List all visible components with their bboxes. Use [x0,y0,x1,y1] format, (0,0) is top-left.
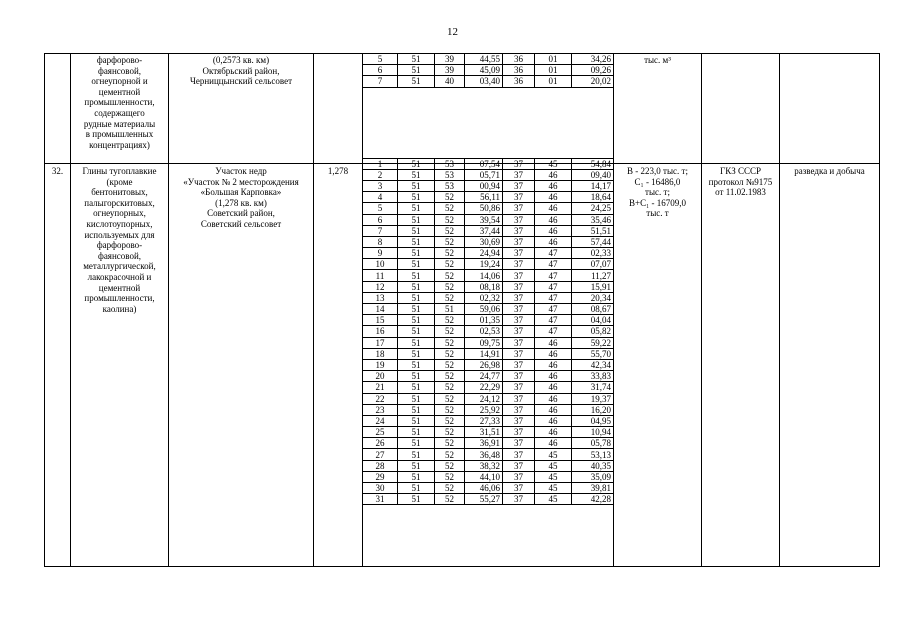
lat-degrees-cell: 51 [398,427,435,438]
lat-minutes-cell: 52 [435,203,465,214]
lon-degrees-cell: 36 [503,65,535,76]
lat-degrees-cell: 51 [398,169,435,180]
table-row [363,483,614,494]
table-row [363,404,614,415]
lon-seconds-cell: 18,64 [572,192,614,203]
point-number-cell: 26 [363,438,398,449]
table-row [363,393,614,404]
point-number-cell: 24 [363,415,398,426]
lon-seconds-cell: 53,13 [572,449,614,460]
lon-degrees-cell: 37 [503,169,535,180]
table-row [363,214,614,225]
lat-seconds-cell: 07,54 [465,158,503,169]
lat-degrees-cell: 51 [398,304,435,315]
lat-minutes-cell: 52 [435,326,465,337]
coordinates-table [362,53,614,505]
lon-minutes-cell: 01 [535,76,572,87]
spacer-cell [363,87,614,158]
lat-minutes-cell: 52 [435,281,465,292]
lat-seconds-cell: 44,55 [465,54,503,65]
lon-minutes-cell: 01 [535,54,572,65]
point-number-cell: 3 [363,180,398,191]
lon-degrees-cell: 37 [503,248,535,259]
lon-degrees-cell: 37 [503,337,535,348]
lon-seconds-cell: 55,70 [572,348,614,359]
page-number: 12 [447,26,458,38]
lat-seconds-cell: 26,98 [465,359,503,370]
lon-minutes-cell: 46 [535,427,572,438]
point-number-cell: 12 [363,281,398,292]
point-number-cell: 10 [363,259,398,270]
lat-degrees-cell: 51 [398,315,435,326]
lat-degrees-cell: 51 [398,371,435,382]
point-number-cell: 2 [363,169,398,180]
lon-degrees-cell: 37 [503,427,535,438]
lon-minutes-cell: 46 [535,192,572,203]
lat-minutes-cell: 52 [435,460,465,471]
point-number-cell: 14 [363,304,398,315]
lat-degrees-cell: 51 [398,292,435,303]
lon-minutes-cell: 45 [535,460,572,471]
lon-minutes-cell: 45 [535,483,572,494]
point-number-cell: 11 [363,270,398,281]
lat-minutes-cell: 52 [435,449,465,460]
lon-minutes-cell: 47 [535,304,572,315]
table-row [363,180,614,191]
mineral-description-continued: фарфорово- фаянсовой, огнеупорной и цементной промышленности, содержащего рудные материалы в промышленных концентрациях) [83,55,156,150]
lat-seconds-cell: 14,06 [465,270,503,281]
lon-minutes-cell: 46 [535,359,572,370]
lat-minutes-cell: 52 [435,471,465,482]
table-row [363,158,614,169]
lat-minutes-cell: 52 [435,393,465,404]
lon-degrees-cell: 37 [503,259,535,270]
lat-minutes-cell: 39 [435,54,465,65]
table-row [363,371,614,382]
table-row [363,415,614,426]
block-spacer [363,87,614,158]
table-row [363,315,614,326]
lon-degrees-cell: 37 [503,393,535,404]
lon-degrees-cell: 37 [503,270,535,281]
point-number-cell: 8 [363,236,398,247]
point-number-cell: 9 [363,248,398,259]
lat-degrees-cell: 51 [398,348,435,359]
lon-minutes-cell: 01 [535,65,572,76]
lat-degrees-cell: 51 [398,438,435,449]
lat-degrees-cell: 51 [398,393,435,404]
table-row [363,359,614,370]
lon-seconds-cell: 04,95 [572,415,614,426]
lon-degrees-cell: 37 [503,236,535,247]
lat-degrees-cell: 51 [398,471,435,482]
lat-minutes-cell: 52 [435,382,465,393]
lon-degrees-cell: 37 [503,348,535,359]
lat-seconds-cell: 24,94 [465,248,503,259]
lat-seconds-cell: 50,86 [465,203,503,214]
lon-degrees-cell: 37 [503,438,535,449]
point-number-cell: 7 [363,76,398,87]
lon-degrees-cell: 37 [503,214,535,225]
table-row [363,225,614,236]
table-row [363,326,614,337]
table-row [363,304,614,315]
lon-minutes-cell: 46 [535,371,572,382]
point-number-cell: 31 [363,494,398,505]
lat-minutes-cell: 52 [435,415,465,426]
lat-seconds-cell: 36,91 [465,438,503,449]
lat-minutes-cell: 53 [435,158,465,169]
lat-degrees-cell: 51 [398,76,435,87]
lat-seconds-cell: 27,33 [465,415,503,426]
lat-degrees-cell: 51 [398,382,435,393]
table-row [363,203,614,214]
lon-seconds-cell: 33,83 [572,371,614,382]
lat-degrees-cell: 51 [398,483,435,494]
lat-degrees-cell: 51 [398,214,435,225]
lon-seconds-cell: 09,40 [572,169,614,180]
lat-minutes-cell: 52 [435,371,465,382]
lat-minutes-cell: 52 [435,236,465,247]
lon-minutes-cell: 46 [535,337,572,348]
lat-seconds-cell: 31,51 [465,427,503,438]
lon-degrees-cell: 37 [503,292,535,303]
lat-degrees-cell: 51 [398,158,435,169]
lon-seconds-cell: 16,20 [572,404,614,415]
lon-degrees-cell: 37 [503,180,535,191]
reserves-unit-continued: тыс. м³ [644,55,671,65]
lon-minutes-cell: 45 [535,494,572,505]
point-number-cell: 29 [363,471,398,482]
lon-seconds-cell: 14,17 [572,180,614,191]
lon-minutes-cell: 46 [535,214,572,225]
lon-seconds-cell: 20,34 [572,292,614,303]
table-row [363,471,614,482]
lon-minutes-cell: 46 [535,236,572,247]
point-number-cell: 18 [363,348,398,359]
lat-seconds-cell: 24,12 [465,393,503,404]
point-number-cell: 22 [363,393,398,404]
lon-degrees-cell: 37 [503,326,535,337]
table-row [363,281,614,292]
lat-degrees-cell: 51 [398,65,435,76]
lon-seconds-cell: 07,07 [572,259,614,270]
lon-minutes-cell: 46 [535,225,572,236]
lon-degrees-cell: 36 [503,54,535,65]
lon-degrees-cell: 37 [503,404,535,415]
point-number-cell: 21 [363,382,398,393]
lon-minutes-cell: 46 [535,348,572,359]
point-number-cell: 6 [363,65,398,76]
lon-seconds-cell: 10,94 [572,427,614,438]
lon-seconds-cell: 11,27 [572,270,614,281]
lat-degrees-cell: 51 [398,236,435,247]
lat-seconds-cell: 14,91 [465,348,503,359]
lat-minutes-cell: 52 [435,483,465,494]
lat-seconds-cell: 45,09 [465,65,503,76]
lat-seconds-cell: 44,10 [465,471,503,482]
lat-minutes-cell: 52 [435,292,465,303]
lat-seconds-cell: 25,92 [465,404,503,415]
lat-degrees-cell: 51 [398,248,435,259]
lon-degrees-cell: 37 [503,304,535,315]
lon-minutes-cell: 47 [535,292,572,303]
table-row [363,427,614,438]
lat-minutes-cell: 52 [435,494,465,505]
lon-seconds-cell: 40,35 [572,460,614,471]
lon-minutes-cell: 46 [535,404,572,415]
point-number-cell: 30 [363,483,398,494]
table-row [363,494,614,505]
table-row [363,449,614,460]
lon-degrees-cell: 37 [503,382,535,393]
lat-minutes-cell: 39 [435,65,465,76]
lat-degrees-cell: 51 [398,404,435,415]
point-number-cell: 6 [363,214,398,225]
table-row [363,292,614,303]
lon-degrees-cell: 37 [503,281,535,292]
table-row [363,438,614,449]
lon-seconds-cell: 09,26 [572,65,614,76]
lon-minutes-cell: 46 [535,438,572,449]
lat-minutes-cell: 52 [435,270,465,281]
lat-degrees-cell: 51 [398,203,435,214]
lon-minutes-cell: 46 [535,382,572,393]
lat-minutes-cell: 52 [435,315,465,326]
table-row [363,192,614,203]
point-number-cell: 27 [363,449,398,460]
lat-degrees-cell: 51 [398,225,435,236]
lat-degrees-cell: 51 [398,326,435,337]
lat-minutes-cell: 52 [435,225,465,236]
table-row [363,169,614,180]
lon-seconds-cell: 05,78 [572,438,614,449]
point-number-cell: 25 [363,427,398,438]
point-number-cell: 15 [363,315,398,326]
lat-minutes-cell: 53 [435,169,465,180]
table-row [363,270,614,281]
lon-minutes-cell: 47 [535,326,572,337]
lat-seconds-cell: 01,35 [465,315,503,326]
lon-seconds-cell: 59,22 [572,337,614,348]
lat-degrees-cell: 51 [398,54,435,65]
lon-seconds-cell: 24,25 [572,203,614,214]
point-number-cell: 5 [363,54,398,65]
lat-degrees-cell: 51 [398,460,435,471]
lat-minutes-cell: 52 [435,259,465,270]
table-row [363,248,614,259]
lon-minutes-cell: 46 [535,180,572,191]
lon-minutes-cell: 47 [535,281,572,292]
lon-seconds-cell: 51,51 [572,225,614,236]
lat-degrees-cell: 51 [398,449,435,460]
lat-seconds-cell: 56,11 [465,192,503,203]
point-number-cell: 4 [363,192,398,203]
lat-seconds-cell: 24,77 [465,371,503,382]
lon-seconds-cell: 05,82 [572,326,614,337]
lon-seconds-cell: 08,67 [572,304,614,315]
table-row [363,382,614,393]
approval-protocol: ГКЗ СССР протокол №9175 от 11.02.1983 [708,166,773,198]
lat-minutes-cell: 52 [435,248,465,259]
lat-seconds-cell: 02,32 [465,292,503,303]
lat-degrees-cell: 51 [398,337,435,348]
lon-minutes-cell: 46 [535,393,572,404]
lat-seconds-cell: 55,27 [465,494,503,505]
lat-degrees-cell: 51 [398,192,435,203]
lat-seconds-cell: 37,44 [465,225,503,236]
lon-degrees-cell: 37 [503,471,535,482]
lat-minutes-cell: 52 [435,192,465,203]
table-row [363,65,614,76]
lat-minutes-cell: 52 [435,348,465,359]
lon-seconds-cell: 42,34 [572,359,614,370]
lat-seconds-cell: 02,53 [465,326,503,337]
point-number-cell: 19 [363,359,398,370]
lat-minutes-cell: 53 [435,180,465,191]
lon-seconds-cell: 35,09 [572,471,614,482]
table-row [363,54,614,65]
table-row [363,259,614,270]
lon-minutes-cell: 45 [535,471,572,482]
lon-minutes-cell: 46 [535,203,572,214]
lat-minutes-cell: 52 [435,438,465,449]
lon-seconds-cell: 57,44 [572,236,614,247]
lon-degrees-cell: 37 [503,359,535,370]
table-row [363,348,614,359]
lat-seconds-cell: 00,94 [465,180,503,191]
lat-seconds-cell: 36,48 [465,449,503,460]
lon-seconds-cell: 31,74 [572,382,614,393]
table-row [363,337,614,348]
lon-minutes-cell: 47 [535,248,572,259]
point-number-cell: 7 [363,225,398,236]
lat-degrees-cell: 51 [398,359,435,370]
lon-minutes-cell: 45 [535,158,572,169]
lat-seconds-cell: 22,29 [465,382,503,393]
lon-seconds-cell: 19,37 [572,393,614,404]
license-purpose: разведка и добыча [794,166,865,176]
lon-seconds-cell: 39,81 [572,483,614,494]
lat-seconds-cell: 30,69 [465,236,503,247]
lon-seconds-cell: 34,26 [572,54,614,65]
lon-degrees-cell: 37 [503,449,535,460]
lon-degrees-cell: 37 [503,371,535,382]
lat-seconds-cell: 08,18 [465,281,503,292]
point-number-cell: 20 [363,371,398,382]
lon-degrees-cell: 37 [503,203,535,214]
lat-minutes-cell: 52 [435,359,465,370]
table-row [363,236,614,247]
mineral-description: Глины тугоплавкие (кроме бентонитовых, палыгорскитовых, огнеупорных, кислотоупорных, используемых для фарфорово- фаянсовой, металлургической, лакокрасочной и цементной промышленности, каолина) [82,166,157,314]
point-number-cell: 17 [363,337,398,348]
lon-degrees-cell: 37 [503,460,535,471]
lat-seconds-cell: 39,54 [465,214,503,225]
reserves: В - 223,0 тыс. т; С₁ - 16486,0 тыс. т; В+С₁ - 16709,0 тыс. т [627,166,688,219]
lon-minutes-cell: 45 [535,449,572,460]
lat-minutes-cell: 52 [435,427,465,438]
lon-degrees-cell: 36 [503,76,535,87]
lon-minutes-cell: 46 [535,415,572,426]
lat-degrees-cell: 51 [398,281,435,292]
lat-seconds-cell: 09,75 [465,337,503,348]
lon-degrees-cell: 37 [503,315,535,326]
lat-seconds-cell: 59,06 [465,304,503,315]
lon-degrees-cell: 37 [503,158,535,169]
lon-seconds-cell: 04,04 [572,315,614,326]
lat-minutes-cell: 52 [435,337,465,348]
point-number-cell: 13 [363,292,398,303]
table-row [363,460,614,471]
lat-seconds-cell: 38,32 [465,460,503,471]
point-number-cell: 16 [363,326,398,337]
point-number-cell: 28 [363,460,398,471]
plot-area: 1,278 [327,166,349,176]
lat-degrees-cell: 51 [398,270,435,281]
lon-seconds-cell: 20,02 [572,76,614,87]
lon-minutes-cell: 47 [535,315,572,326]
lon-degrees-cell: 37 [503,192,535,203]
subsoil-plot-location: Участок недр «Участок № 2 месторождения «Большая Карповка» (1,278 кв. км) Советский район, Советский сельсовет [183,166,299,229]
lon-minutes-cell: 47 [535,270,572,281]
lon-degrees-cell: 37 [503,494,535,505]
lon-seconds-cell: 15,91 [572,281,614,292]
lon-seconds-cell: 54,84 [572,158,614,169]
lon-seconds-cell: 42,28 [572,494,614,505]
point-number-cell: 1 [363,158,398,169]
lon-seconds-cell: 02,33 [572,248,614,259]
table-row [363,76,614,87]
point-number-cell: 23 [363,404,398,415]
lon-degrees-cell: 37 [503,225,535,236]
lat-minutes-cell: 40 [435,76,465,87]
lon-seconds-cell: 35,46 [572,214,614,225]
lat-degrees-cell: 51 [398,180,435,191]
lon-degrees-cell: 37 [503,483,535,494]
lat-seconds-cell: 05,71 [465,169,503,180]
lat-seconds-cell: 19,24 [465,259,503,270]
entry-number: 32. [51,166,64,176]
lat-degrees-cell: 51 [398,494,435,505]
lat-seconds-cell: 46,06 [465,483,503,494]
lat-degrees-cell: 51 [398,415,435,426]
lat-minutes-cell: 52 [435,404,465,415]
location-continued: (0,2573 кв. км) Октябрьский район, Черниццынский сельсовет [189,55,293,87]
point-number-cell: 5 [363,203,398,214]
lat-degrees-cell: 51 [398,259,435,270]
lat-minutes-cell: 52 [435,214,465,225]
lon-minutes-cell: 47 [535,259,572,270]
lat-minutes-cell: 51 [435,304,465,315]
lon-degrees-cell: 37 [503,415,535,426]
lon-minutes-cell: 46 [535,169,572,180]
lat-seconds-cell: 03,40 [465,76,503,87]
